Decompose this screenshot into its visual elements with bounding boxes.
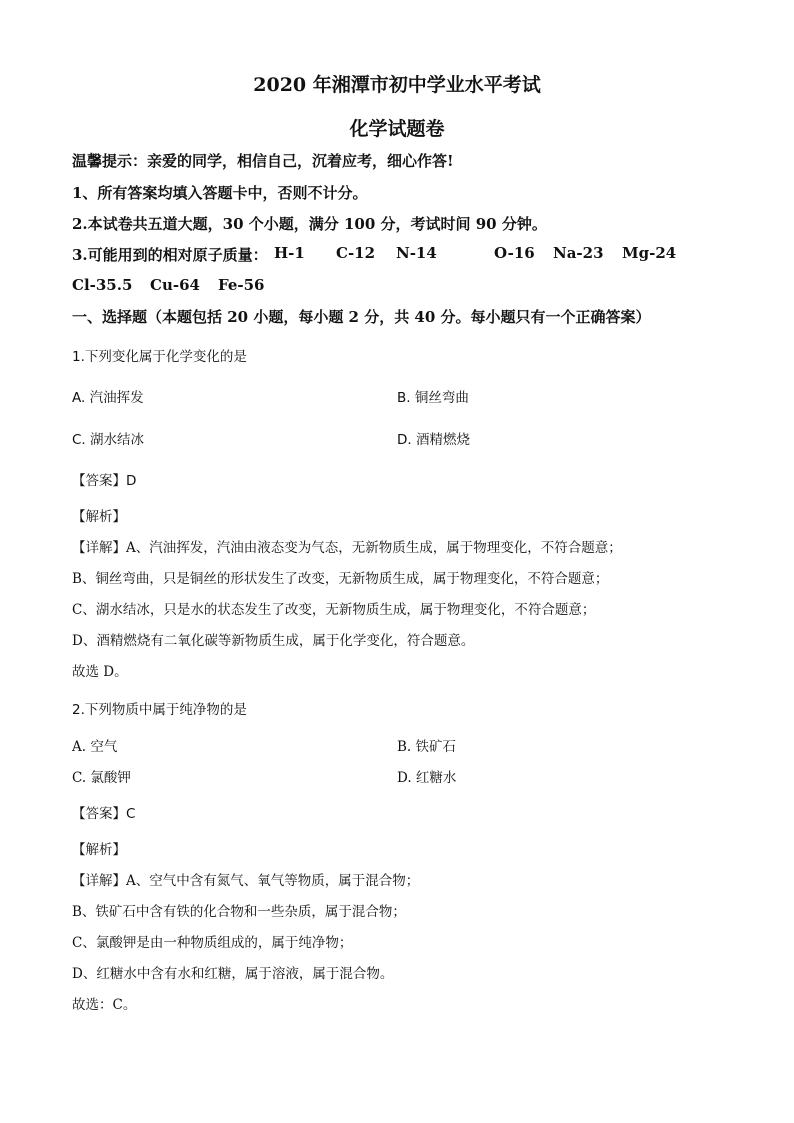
question-1-analysis-tag: 【解析】 <box>72 509 126 525</box>
atomic-mass-item: H-1 <box>274 244 305 262</box>
atomic-mass-item: Fe-56 <box>218 276 265 294</box>
notice-tip: 温馨提示：亲爱的同学，相信自己，沉着应考，细心作答! <box>72 152 454 170</box>
answer-tag: 【答案】 <box>72 806 126 822</box>
question-2-answer <box>72 802 135 822</box>
question-1-stem: 1.下列变化属于化学变化的是 <box>72 349 247 365</box>
question-1-option-d: D. 酒精燃烧 <box>397 432 470 448</box>
question-1-detail-1 <box>72 536 622 556</box>
detail-tag: 【详解】 <box>72 873 126 889</box>
answer-tag: 【答案】 <box>72 473 126 489</box>
notice-rule-1: 1、所有答案均填入答题卡中，否则不计分。 <box>72 184 368 202</box>
question-1-option-c: C. 湖水结冰 <box>72 432 145 448</box>
question-2-option-d: D. 红糖水 <box>397 770 457 786</box>
atomic-mass-item: C-12 <box>336 244 376 262</box>
question-1-detail-4: D、酒精燃烧有二氧化碳等新物质生成，属于化学变化，符合题意。 <box>72 633 475 649</box>
question-2-option-a: A. 空气 <box>72 739 118 755</box>
atomic-mass-item: O-16 <box>494 244 535 262</box>
atomic-mass-item: N-14 <box>396 244 437 262</box>
question-2-detail-1 <box>72 869 419 889</box>
question-2-stem: 2.下列物质中属于纯净物的是 <box>72 702 247 718</box>
atomic-mass-item: Na-23 <box>553 244 604 262</box>
question-1-answer <box>72 469 136 489</box>
question-2-detail-4: D、红糖水中含有水和红糖，属于溶液，属于混合物。 <box>72 966 394 982</box>
detail-text: A、汽油挥发，汽油由液态变为气态，无新物质生成，属于物理变化，不符合题意； <box>126 540 622 556</box>
notice-rule-3-label: 3.可能用到的相对原子质量： <box>72 246 268 264</box>
question-2-conclusion: 故选：C。 <box>72 997 137 1013</box>
detail-text: A、空气中含有氮气、氧气等物质，属于混合物； <box>126 873 420 889</box>
question-2-analysis-tag: 【解析】 <box>72 842 126 858</box>
question-1-detail-3: C、湖水结冰，只是水的状态发生了改变，无新物质生成，属于物理变化，不符合题意； <box>72 602 596 618</box>
atomic-mass-item: Cu-64 <box>150 276 200 294</box>
atomic-mass-item: Cl-35.5 <box>72 276 133 294</box>
question-1-option-b: B. 铜丝弯曲 <box>397 390 469 406</box>
question-2-option-b: B. 铁矿石 <box>397 739 457 755</box>
question-2-option-c: C. 氯酸钾 <box>72 770 131 786</box>
detail-tag: 【详解】 <box>72 540 126 556</box>
exam-subtitle: 化学试题卷 <box>349 118 445 140</box>
answer-value: D <box>126 473 137 489</box>
atomic-mass-item: Mg-24 <box>622 244 677 262</box>
notice-rule-2: 2.本试卷共五道大题，30 个小题，满分 100 分，考试时间 90 分钟。 <box>72 215 547 233</box>
question-1-option-a: A. 汽油挥发 <box>72 390 144 406</box>
answer-value: C <box>126 806 136 822</box>
exam-title: 2020 年湘潭市初中学业水平考试 <box>253 74 541 96</box>
question-1-conclusion: 故选 D。 <box>72 664 128 680</box>
question-2-detail-2: B、铁矿石中含有铁的化合物和一些杂质，属于混合物； <box>72 904 406 920</box>
question-2-detail-3: C、氯酸钾是由一种物质组成的，属于纯净物； <box>72 935 353 951</box>
section-heading: 一、选择题（本题包括 20 小题，每小题 2 分，共 40 分。每小题只有一个正确答案） <box>72 308 651 326</box>
question-1-detail-2: B、铜丝弯曲，只是铜丝的形状发生了改变，无新物质生成，属于物理变化，不符合题意； <box>72 571 609 587</box>
